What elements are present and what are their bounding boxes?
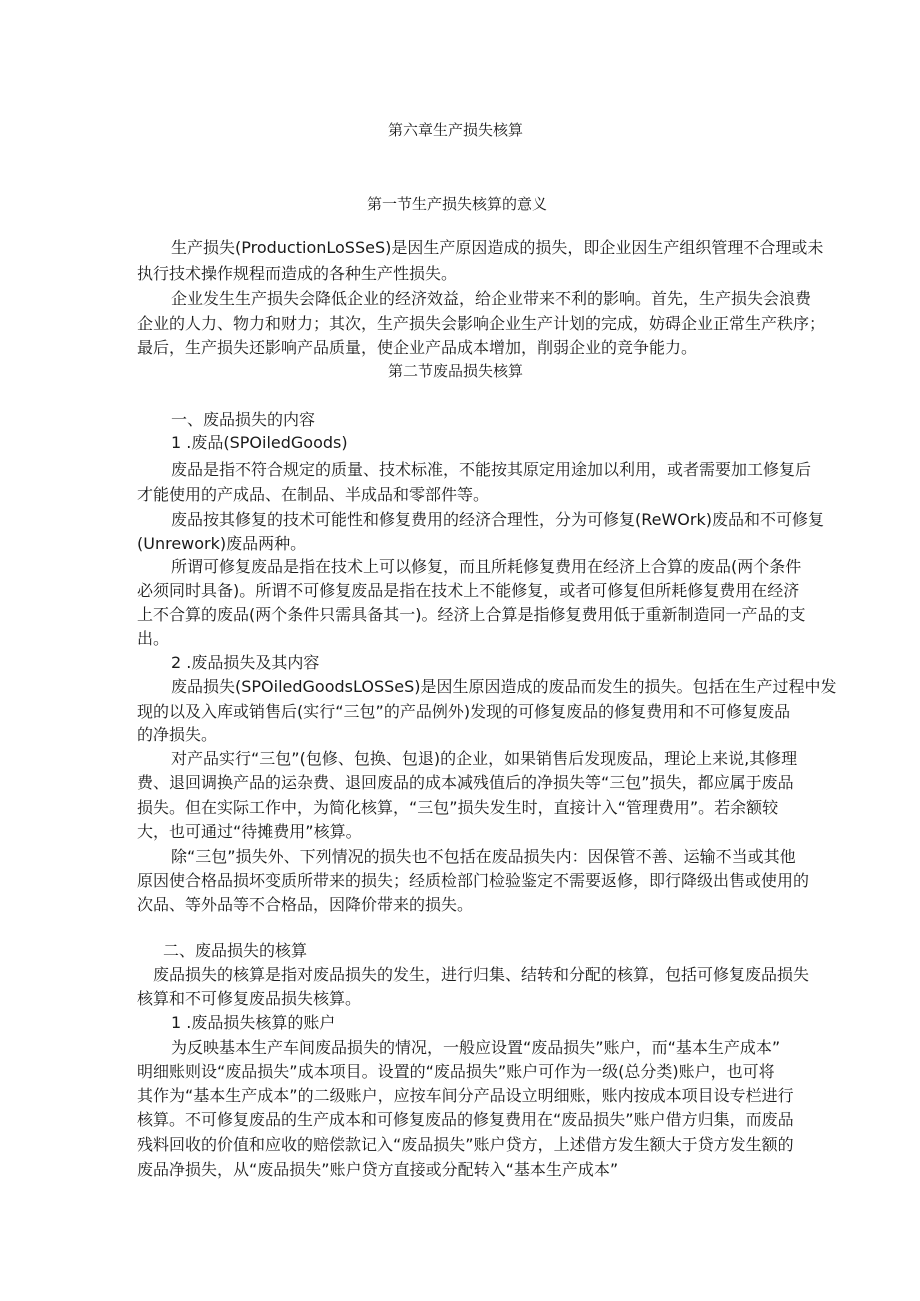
paragraph-line: 废品损失(SPOiledGoodsLOSSeS)是因生原因造成的废品而发生的损失。包括在生产过程中发 [171,677,837,696]
heading-1: 一、废品损失的内容 [171,410,316,429]
paragraph-line: 残料回收的价值和应收的赔偿款记入“废品损失”账户贷方，上述借方发生额大于贷方发生额的 [137,1135,794,1154]
paragraph-line: 废品是指不符合规定的质量、技术标准，不能按其原定用途加以利用，或者需要加工修复后 [171,460,812,479]
paragraph-line: 废品净损失，从“废品损失”账户贷方直接或分配转入“基本生产成本” [137,1160,619,1179]
paragraph-line: 所谓可修复废品是指在技术上可以修复，而且所耗修复费用在经济上合算的废品(两个条件 [171,557,802,576]
paragraph-line: 明细账则设“废品损失”成本项目。设置的“废品损失”账户可作为一级(总分类)账户，也可将 [137,1062,775,1081]
paragraph-line: 生产损失(ProductionLoSSeS)是因生产原因造成的损失，即企业因生产组织管理不合理或未 [171,238,824,257]
paragraph-line: 核算和不可修复废品损失核算。 [137,989,362,1008]
paragraph-line: 企业的人力、物力和财力；其次，生产损失会影响企业生产计划的完成，妨碍企业正常生产秩序； [137,314,826,333]
paragraph-line: 核算。不可修复废品的生产成本和可修复废品的修复费用在“废品损失”账户借方归集，而废品 [137,1110,794,1129]
paragraph-line: 废品损失的核算是指对废品损失的发生，进行归集、结转和分配的核算，包括可修复废品损失 [153,965,810,984]
paragraph-line: 最后，生产损失还影响产品质量，使企业产品成本增加，削弱企业的竞争能力。 [137,338,698,357]
paragraph-line: (Unrework)废品两种。 [137,534,307,553]
paragraph-line: 损失。但在实际工作中，为简化核算，“三包”损失发生时，直接计入“管理费用”。若余额较 [137,798,779,817]
paragraph-line: 原因使合格品损坏变质所带来的损失；经质检部门检验鉴定不需要返修，即行降级出售或使用的 [137,871,810,890]
section-1-title: 第一节生产损失核算的意义 [367,195,548,213]
section-2-title: 第二节废品损失核算 [388,362,524,380]
subheading-2: 2 .废品损失及其内容 [171,653,320,672]
paragraph-line: 必须同时具备)。所谓不可修复废品是指在技术上不能修复，或者可修复但所耗修复费用在经济 [137,581,800,600]
subheading-1: 1 .废品(SPOiledGoods) [171,433,348,452]
paragraph-line: 企业发生生产损失会降低企业的经济效益，给企业带来不利的影响。首先，生产损失会浪费 [171,289,812,308]
paragraph-line: 废品按其修复的技术可能性和修复费用的经济合理性，分为可修复(ReWOrk)废品和不可修复 [171,510,824,529]
paragraph-line: 次品、等外品等不合格品，因降价带来的损失。 [137,895,474,914]
paragraph-line: 除“三包”损失外、下列情况的损失也不包括在废品损失内：因保管不善、运输不当或其他 [171,847,796,866]
paragraph-line: 对产品实行“三包”(包修、包换、包退)的企业，如果销售后发现废品，理论上来说,其修理 [171,749,798,768]
heading-2: 二、废品损失的核算 [163,941,308,960]
paragraph-line: 才能使用的产成品、在制品、半成品和零部件等。 [137,485,490,504]
paragraph-line: 上不合算的废品(两个条件只需具备其一)。经济上合算是指修复费用低于重新制造同一产品的支 [137,605,806,624]
paragraph-line: 费、退回调换产品的运杂费、退回废品的成本减残值后的净损失等“三包”损失，都应属于废品 [137,773,794,792]
paragraph-line: 为反映基本生产车间废品损失的情况，一般应设置“废品损失”账户，而“基本生产成本” [171,1038,781,1057]
paragraph-line: 其作为“基本生产成本”的二级账户，应按车间分产品设立明细账，账内按成本项目设专栏进行 [137,1086,794,1105]
paragraph-line: 出。 [137,629,170,648]
chapter-title: 第六章生产损失核算 [388,121,524,139]
paragraph-line: 的净损失。 [137,725,218,744]
subheading-3: 1 .废品损失核算的账户 [171,1013,336,1032]
paragraph-line: 大，也可通过“待摊费用”核算。 [137,822,362,841]
paragraph-line: 执行技术操作规程而造成的各种生产性损失。 [137,264,458,283]
paragraph-line: 现的以及入库或销售后(实行“三包”的产品例外)发现的可修复废品的修复费用和不可修复废品 [137,702,791,721]
